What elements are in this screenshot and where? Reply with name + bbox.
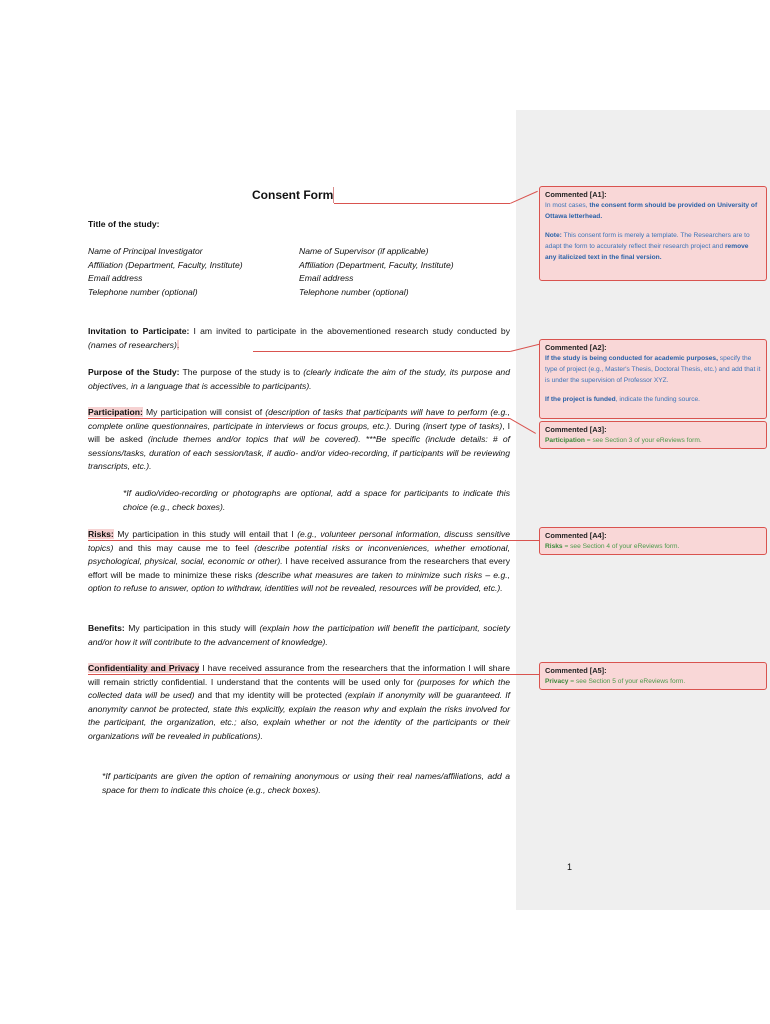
investigator-email: Email address: [88, 273, 143, 284]
comment-a5-body: Privacy = see Section 5 of your eReviews form.: [545, 678, 686, 685]
investigator-info: [88, 245, 243, 299]
benefits-label: Benefits:: [88, 623, 125, 633]
page-number: 1: [567, 862, 573, 872]
investigator-name: Name of Principal Investigator: [88, 246, 203, 256]
participation-note: *If audio/video-recording or photographs are optional, add a space for participants to indicate this choice (e.g., check boxes).: [123, 488, 510, 512]
risks-label: Risks:: [88, 529, 114, 539]
document-title: Consent Form: [252, 188, 334, 202]
comment-connector-a4: [88, 540, 540, 541]
risks-paragraph: Risks: My participation in this study will entail that I (e.g., volunteer personal information, discuss sensitive topics) and this may cause me to feel (describe potential risks or inconveniences, whether emotional, psychological, physical, social, economic or other). I have received assurance from the researchers that every effort will be made to minimize these risks (describe what measures are taken to minimize such risks – e.g., option to refuse to answer, option to withdraw, identities will not be revealed, resources will be provided, etc.).: [88, 529, 510, 594]
supervisor-affiliation: Affiliation (Department, Faculty, Institute): [299, 259, 454, 270]
participation-paragraph: Participation: My participation will consist of (description of tasks that participants will have to perform (e.g., complete online questionnaires, participate in interviews or focus groups, etc.). During (insert type of tasks), I will be asked (include themes and/or topics that will be covered). ***Be specific (include details: # of sessions/tasks, duration of each session/task, if audio- and/or video-recording, if participants will be reviewing transcripts, etc.).: [88, 407, 511, 472]
comment-a4-header: Commented [A4]:: [545, 531, 607, 540]
comment-connector-a3: [88, 418, 510, 419]
investigator-affiliation: Affiliation (Department, Faculty, Institute): [88, 259, 243, 270]
comment-a1-body-1: In most cases, the consent form should be provided on University of Ottawa letterhead.: [545, 202, 758, 220]
comment-a1-header: Commented [A1]:: [545, 190, 607, 199]
comment-a5[interactable]: [539, 662, 767, 690]
confidentiality-paragraph: Confidentiality and Privacy I have received assurance from the researchers that the information I will share will remain strictly confidential. I understand that the contents will be used only for (purposes for which the collected data will be used) and that my identity will be protected (explain if anonymity will be guaranteed. If anonymity cannot be protected, state this explicitly, explain the reason why and explain the risks involved for the participant, the organization, etc.; also, explain whether or not the identity of the participants or their organizations will be revealed in publications).: [88, 663, 511, 741]
comment-connector-a5: [88, 674, 540, 675]
supervisor-name: Name of Supervisor (if applicable): [299, 246, 429, 256]
purpose-paragraph: Purpose of the Study: The purpose of the study is to (clearly indicate the aim of the study, its purpose and objectives, in a language that is accessible to participants).: [88, 367, 510, 391]
comment-a1[interactable]: [539, 186, 767, 281]
comment-a2-body-2: If the project is funded, indicate the funding source.: [545, 396, 701, 403]
comment-a2-header: Commented [A2]:: [545, 343, 607, 352]
comment-a5-header: Commented [A5]:: [545, 666, 607, 675]
comment-connector-a2: [253, 351, 510, 352]
comment-anchor-a2: .: [176, 339, 180, 350]
invitation-label: Invitation to Participate:: [88, 326, 190, 336]
invitation-paragraph: Invitation to Participate: I am invited to participate in the abovementioned research study conducted by (names of researchers).: [88, 326, 510, 350]
confidentiality-note: *If participants are given the option of remaining anonymous or using their real names/affiliations, add a space for them to indicate this choice (e.g., check boxes).: [102, 771, 510, 795]
comment-connector-a1: [334, 203, 510, 204]
supervisor-email: Email address: [299, 273, 354, 284]
supervisor-phone: Telephone number (optional): [299, 286, 409, 297]
confidentiality-label: Confidentiality and Privacy: [88, 663, 200, 673]
benefits-paragraph: Benefits: My participation in this study will (explain how the participation will benefit the participant, society and/or how it will contribute to the advancement of knowledge).: [88, 623, 511, 647]
study-title-label: Title of the study:: [88, 219, 160, 229]
purpose-label: Purpose of the Study:: [88, 367, 180, 377]
comment-a4-body: Risks = see Section 4 of your eReviews form.: [545, 543, 680, 550]
comment-a2[interactable]: [539, 339, 767, 419]
comment-a4[interactable]: [539, 527, 767, 555]
comment-a1-body-2: Note: This consent form is merely a template. The Researchers are to adapt the form to accurately reflect their research project and remove any italicized text in the final version.: [545, 232, 750, 261]
comment-a3-header: Commented [A3]:: [545, 425, 607, 434]
comment-a2-body-1: If the study is being conducted for academic purposes, specify the type of project (e.g., Master's Thesis, Doctoral Thesis, etc.) and add that it is under the supervision of Professor XYZ.: [545, 355, 761, 384]
supervisor-info: [299, 245, 454, 299]
comment-a3-body: Participation = see Section 3 of your eReviews form.: [545, 437, 702, 444]
comment-anchor-a1: [333, 187, 334, 203]
participation-label: Participation:: [88, 407, 143, 417]
comment-a3[interactable]: [539, 421, 767, 449]
investigator-phone: Telephone number (optional): [88, 286, 198, 297]
